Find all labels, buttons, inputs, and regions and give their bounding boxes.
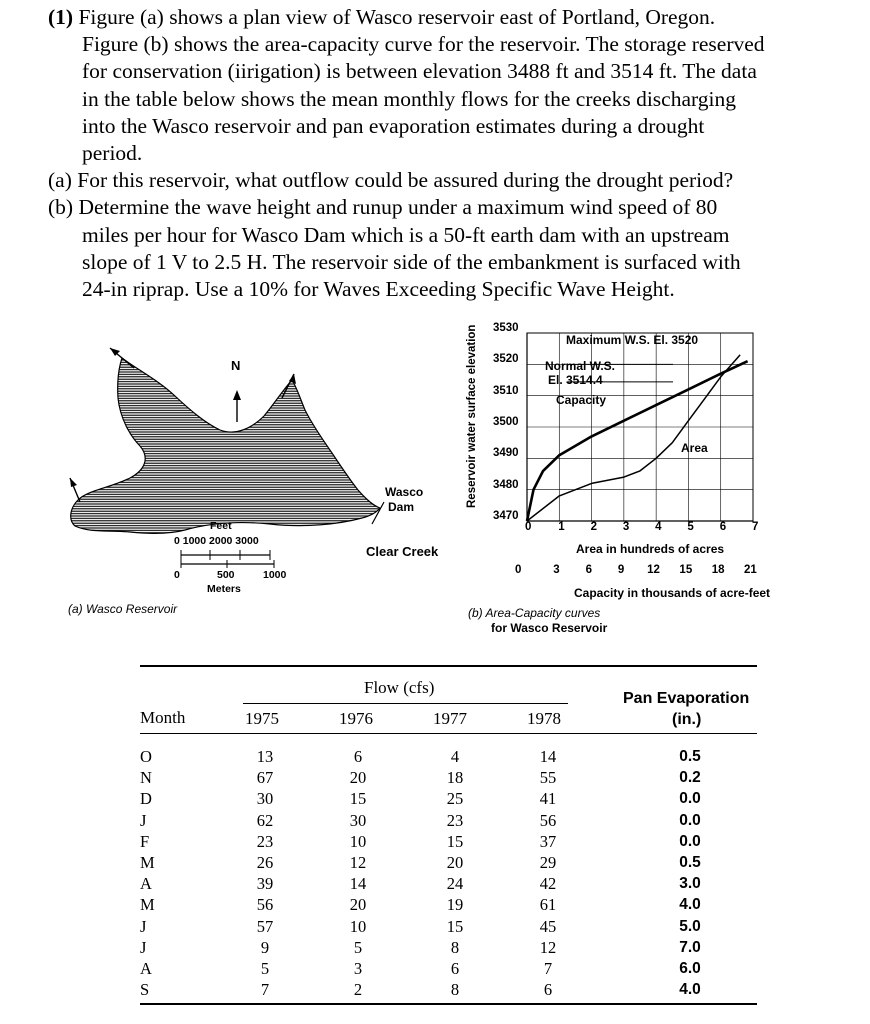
dam-label-line1: Wasco — [385, 485, 424, 499]
meters-label: Meters — [207, 583, 241, 595]
flow-cell-1976: 10 — [349, 831, 367, 851]
month-cell: A — [140, 958, 152, 978]
month-header: Month — [140, 708, 186, 727]
y-tick-label-outer: 3470 — [493, 510, 519, 522]
problem-text: miles per hour for Wasco Dam which is a 50-ft earth dam with an upstream — [82, 222, 730, 247]
evap-cell: 4.0 — [679, 981, 701, 999]
problem-line — [82, 140, 142, 167]
problem-line — [82, 58, 757, 85]
month-cell: M — [140, 852, 155, 872]
problem-line — [48, 4, 715, 31]
year-1976-header: 1976 — [339, 709, 373, 728]
flow-cell-1977: 15 — [446, 916, 464, 936]
flow-cell-1977: 8 — [450, 937, 460, 957]
month-cell: F — [140, 831, 150, 851]
flow-cell-1975: 62 — [256, 810, 274, 830]
x-tick-label-area: 0 — [525, 521, 532, 533]
flow-cell-1978: 7 — [543, 958, 553, 978]
flow-cell-1975: 26 — [256, 852, 274, 872]
problem-line — [82, 249, 741, 276]
x-tick-label-capacity: 0 — [515, 564, 522, 576]
x-tick-label-area: 4 — [655, 521, 662, 533]
north-label: N — [231, 358, 241, 373]
table-header-rule — [140, 733, 757, 734]
problem-line — [82, 86, 736, 113]
y-tick-label-outer: 3480 — [493, 478, 519, 491]
problem-line — [48, 167, 733, 194]
flow-cell-1976: 15 — [349, 789, 367, 809]
year-1975-column — [240, 746, 290, 1000]
x-tick-label-capacity: 6 — [585, 564, 592, 576]
flow-cell-1975: 56 — [256, 895, 274, 915]
flow-cell-1977: 24 — [446, 874, 464, 894]
flow-cell-1977: 19 — [446, 895, 464, 915]
figure-a-caption: (a) Wasco Reservoir — [68, 602, 178, 616]
flow-cell-1978: 61 — [539, 895, 557, 915]
flow-cell-1976: 6 — [353, 747, 363, 766]
problem-text: in the table below shows the mean monthly flows for the creeks discharging — [82, 86, 737, 111]
pan-evaporation-column — [665, 746, 715, 1000]
month-cell: J — [140, 916, 147, 936]
evap-cell: 7.0 — [679, 938, 701, 956]
feet-label: Feet — [210, 520, 232, 532]
capacity-axis-label: Capacity in thousands of acre-feet — [574, 586, 771, 600]
flow-cell-1976: 2 — [353, 980, 363, 1000]
feet-tick-labels: 0 1000 2000 3000 — [174, 535, 259, 547]
flow-header: Flow (cfs) — [364, 678, 435, 697]
evap-header-line1: Pan Evaporation — [623, 690, 750, 707]
x-tick-label-area: 7 — [752, 521, 759, 533]
evap-cell: 6.0 — [679, 959, 701, 977]
area-capacity-chart — [515, 323, 835, 535]
flow-cell-1978: 12 — [539, 937, 557, 957]
flow-header-underline — [243, 703, 568, 704]
y-tick-label-outer: 3530 — [493, 322, 519, 334]
flow-cell-1977: 6 — [450, 958, 460, 978]
month-cell: J — [140, 810, 147, 830]
month-cell: D — [140, 789, 152, 809]
flow-cell-1978: 29 — [539, 852, 557, 872]
problem-text: Figure (a) shows a plan view of Wasco reservoir east of Portland, Oregon. — [73, 5, 716, 29]
problem-text: 24-in riprap. Use a 10% for Waves Exceeding Specific Wave Height. — [82, 277, 675, 301]
area-axis-label: Area in hundreds of acres — [576, 542, 725, 556]
evap-cell: 0.0 — [679, 811, 701, 829]
flow-cell-1975: 30 — [256, 789, 274, 809]
flow-cell-1975: 5 — [260, 958, 270, 978]
figures — [0, 318, 870, 648]
x-tick-label-capacity: 3 — [553, 564, 560, 576]
evap-cell: 0.5 — [679, 748, 701, 765]
flow-cell-1978: 6 — [543, 980, 553, 1000]
flow-cell-1975: 57 — [256, 916, 274, 936]
flow-cell-1977: 18 — [446, 768, 464, 788]
x-tick-label-area: 3 — [622, 521, 630, 533]
x-tick-label-area: 6 — [719, 521, 727, 533]
flow-cell-1976: 14 — [349, 874, 367, 894]
x-tick-label-capacity: 12 — [647, 564, 660, 576]
x-tick-label-area: 5 — [687, 521, 694, 533]
year-1978-column — [523, 746, 573, 1000]
evap-cell: 4.0 — [679, 896, 701, 914]
month-cell: M — [140, 895, 155, 915]
flow-cell-1976: 30 — [349, 810, 367, 830]
evap-cell: 0.0 — [679, 832, 701, 850]
dam-label-line2: Dam — [388, 500, 415, 514]
evap-cell: 5.0 — [679, 917, 701, 935]
evap-cell: 3.0 — [679, 875, 701, 893]
x-tick-label-capacity: 18 — [711, 564, 725, 576]
x-tick-label-capacity: 15 — [679, 564, 693, 576]
month-cell: S — [140, 980, 150, 1000]
reservoir-water-body — [71, 358, 380, 533]
flow-cell-1977: 20 — [446, 852, 464, 872]
problem-line — [82, 222, 729, 249]
y-tick-label-outer: 3510 — [493, 384, 519, 397]
y-tick-label-outer: 3500 — [493, 416, 519, 428]
table-top-rule — [140, 665, 757, 667]
flow-cell-1978: 14 — [539, 747, 557, 766]
figure-b-caption-line1: (b) Area-Capacity curves — [468, 606, 601, 620]
creek-label: Clear Creek — [366, 544, 439, 559]
meters-zero: 0 — [174, 569, 180, 581]
flow-cell-1978: 55 — [539, 768, 557, 788]
flow-cell-1977: 23 — [446, 810, 464, 830]
y-tick-label-outer: 3490 — [493, 447, 519, 460]
flow-cell-1975: 23 — [256, 831, 274, 851]
flow-table — [0, 660, 870, 1024]
meters-1000: 1000 — [263, 569, 287, 581]
month-column — [140, 746, 180, 1000]
flow-cell-1978: 45 — [539, 916, 557, 936]
flow-cell-1975: 13 — [256, 747, 274, 766]
meters-500: 500 — [217, 569, 235, 581]
year-1978-header: 1978 — [527, 709, 561, 728]
area-curve-label: Area — [681, 441, 708, 455]
flow-cell-1978: 41 — [539, 789, 557, 809]
year-1977-header: 1977 — [433, 709, 467, 728]
problem-text: (a) For this reservoir, what outflow could be assured during the drought period? — [48, 168, 734, 193]
month-cell: N — [140, 768, 152, 788]
year-1975-header: 1975 — [245, 709, 279, 728]
x-tick-label-capacity: 21 — [744, 564, 757, 576]
problem-text: Figure (b) shows the area-capacity curve for the reservoir. The storage reserved — [82, 32, 765, 57]
flow-cell-1977: 25 — [446, 789, 464, 809]
flow-cell-1978: 56 — [539, 810, 557, 830]
problem-line — [82, 113, 704, 140]
flow-cell-1976: 5 — [353, 937, 363, 957]
flow-cell-1975: 9 — [260, 937, 270, 957]
flow-cell-1976: 20 — [349, 768, 367, 788]
flow-cell-1976: 10 — [349, 916, 367, 936]
x-tick-label-area: 2 — [590, 521, 597, 533]
evap-cell: 0.5 — [679, 853, 701, 871]
problem-text: (b) Determine the wave height and runup under a maximum wind speed of 80 — [48, 195, 718, 220]
problem-line — [48, 194, 717, 221]
month-cell: J — [140, 937, 147, 957]
flow-cell-1975: 7 — [260, 980, 270, 1000]
chart-y-axis-label: Reservoir water surface elevation — [466, 324, 478, 508]
figure-b-caption-line2: for Wasco Reservoir — [491, 621, 608, 635]
flow-cell-1977: 15 — [446, 831, 464, 851]
flow-cell-1978: 42 — [539, 874, 557, 894]
flow-cell-1975: 39 — [256, 874, 274, 894]
problem-line — [82, 276, 675, 303]
month-cell: A — [140, 874, 152, 894]
year-1976-column — [333, 746, 383, 1000]
evap-cell: 0.2 — [679, 769, 701, 787]
problem-number: (1) — [48, 5, 74, 29]
flow-cell-1976: 3 — [353, 958, 363, 978]
problem-line — [82, 31, 765, 58]
problem-text: into the Wasco reservoir and pan evaporation estimates during a drought — [82, 113, 705, 138]
table-bottom-rule — [140, 1003, 757, 1005]
flow-cell-1978: 37 — [539, 831, 557, 851]
flow-cell-1977: 4 — [450, 747, 460, 766]
problem-text: for conservation (iirigation) is between elevation 3488 ft and 3514 ft. The data — [82, 59, 757, 84]
month-cell: O — [140, 747, 152, 766]
flow-cell-1975: 67 — [256, 768, 274, 788]
x-tick-label-area: 1 — [558, 521, 565, 533]
problem-text: slope of 1 V to 2.5 H. The reservoir side of the embankment is surfaced with — [82, 249, 741, 274]
normal-ws-label-line1: Normal W.S. — [545, 359, 616, 373]
year-1977-column — [430, 746, 480, 1000]
problem-text: period. — [82, 141, 143, 165]
flow-cell-1976: 20 — [349, 895, 367, 915]
flow-cell-1976: 12 — [349, 852, 367, 872]
capacity-curve-label: Capacity — [556, 393, 607, 407]
evap-cell: 0.0 — [679, 790, 701, 808]
max-ws-label: Maximum W.S. El. 3520 — [566, 333, 699, 347]
y-tick-label-outer: 3520 — [493, 353, 519, 366]
flow-cell-1977: 8 — [450, 980, 460, 1000]
normal-ws-label-line2: El. 3514.4 — [548, 373, 603, 387]
evap-header-line2: (in.) — [672, 711, 702, 728]
x-tick-label-capacity: 9 — [617, 564, 625, 576]
